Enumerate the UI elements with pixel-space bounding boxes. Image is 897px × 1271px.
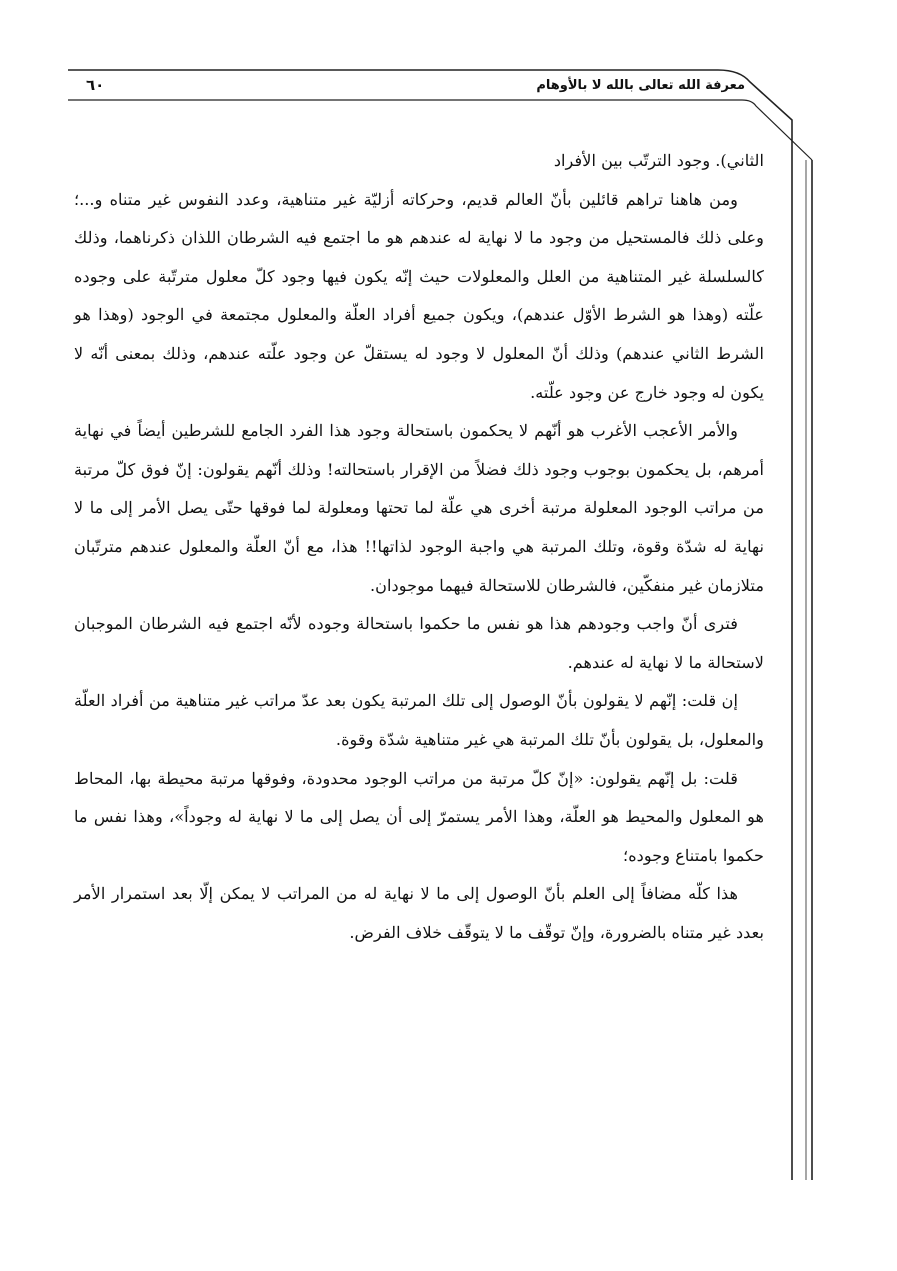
body-text (74, 142, 764, 952)
paragraph-5: إن قلت: إنّهم لا يقولون بأنّ الوصول إلى تلك المرتبة يكون بعد عدّ مراتب غير متناهية من أفراد العلّة والمعلول، بل يقولون بأنّ تلك المرتبة هي غير متناهية شدّة وقوة. (74, 691, 764, 749)
paragraph-2: ومن هاهنا تراهم قائلين بأنّ العالم قديم، وحركاته أزليّة غير متناهية، وعدد النفوس غير متناه و...؛ وعلى ذلك فالمستحيل من وجود ما لا نهاية له عندهم هو ما اجتمع فيه الشرطان اللذان ذكرناهما، وذلك كالسلسلة غير المتناهية من العلل والمعلولات حيث إنّه يكون فيها وجود كلّ معلول مترتّبة على وجوده علّته (وهذا هو الشرط الأوّل عندهم)، ويكون جميع أفراد العلّة والمعلول مجتمعة في الوجود (وهذا هو الشرط الثاني عندهم) وذلك أنّ المعلول لا وجود له يستقلّ عن وجود علّته عندهم، وذلك بمعنى أنّه لا يكون له وجود خارج عن وجود علّته. (74, 189, 764, 402)
page-number: ٦٠ (86, 76, 105, 94)
paragraph-4: فترى أنّ واجب وجودهم هذا هو نفس ما حكموا باستحالة وجوده لأنّه اجتمع فيه الشرطان الموجبان لاستحالة ما لا نهاية له عندهم. (74, 614, 764, 672)
paragraph-3: والأمر الأعجب الأغرب هو أنّهم لا يحكمون باستحالة وجود هذا الفرد الجامع للشرطين أيضاً في نهاية أمرهم، بل يحكمون بوجوب وجود ذلك فضلاً من الإقرار باستحالته! وذلك أنّهم يقولون: إنّ فوق كلّ مرتبة من مراتب الوجود المعلولة مرتبة أخرى هي علّة لما تحتها ومعلولة لما فوقها حتّى يصل الأمر إلى ما لا نهاية له شدّة وقوة، وتلك المرتبة هي واجبة الوجود لذاتها!! هذا، مع أنّ العلّة والمعلول عندهم مترتّبان متلازمان غير منفكّين، فالشرطان للاستحالة فيهما موجودان. (74, 421, 764, 595)
paragraph-7: هذا كلّه مضافاً إلى العلم بأنّ الوصول إلى ما لا نهاية له من المراتب لا يمكن إلّا بعد استمرار الأمر بعدد غير متناه بالضرورة، وإنّ توقّف ما لا يتوقّف خلاف الفرض. (74, 884, 764, 942)
paragraph-1: الثاني). وجود الترتّب بين الأفراد (553, 151, 764, 170)
running-header-title: معرفة الله تعالى بالله لا بالأوهام (536, 78, 745, 93)
paragraph-6: قلت: بل إنّهم يقولون: «إنّ كلّ مرتبة من مراتب الوجود محدودة، وفوقها مرتبة محيطة بها، المحاط هو المعلول والمحيط هو العلّة، وهذا الأمر يستمرّ إلى أن يصل إلى ما لا نهاية له وجوداً»، وهذا نفس ما حكموا بامتناع وجوده؛ (74, 768, 764, 865)
